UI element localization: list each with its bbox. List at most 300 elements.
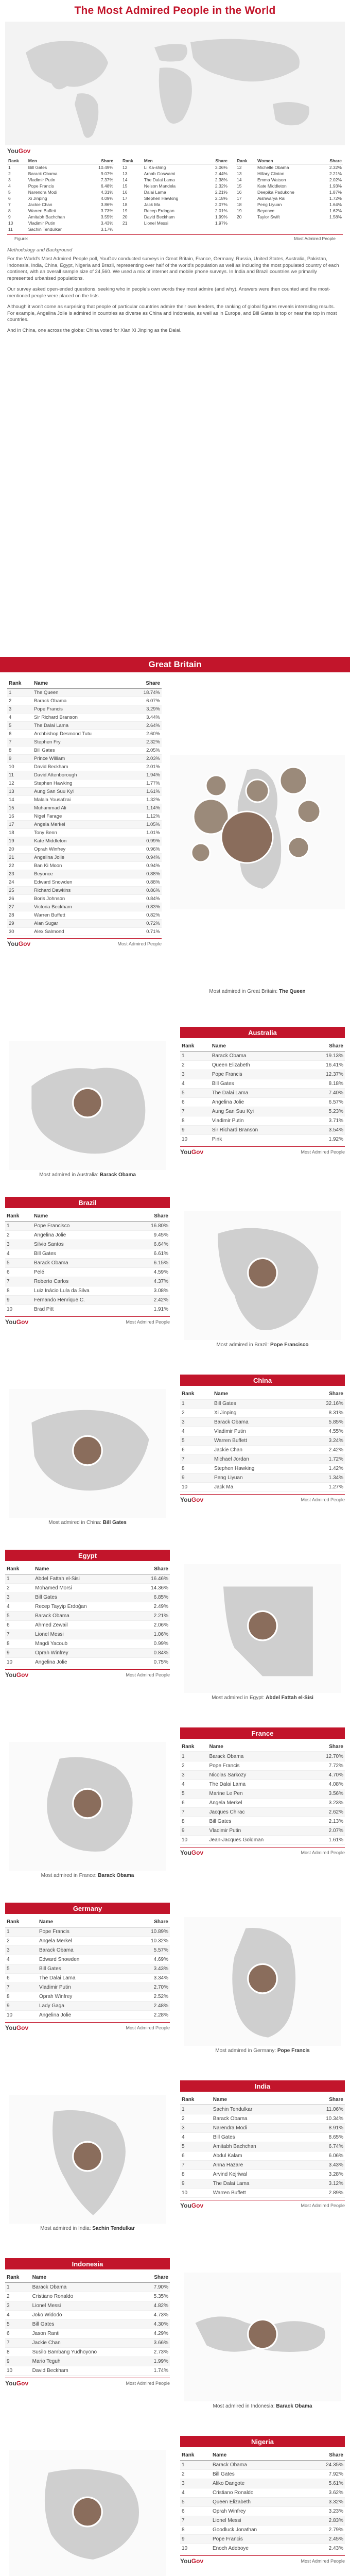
table-cell: The Dalai Lama [144,177,175,182]
column-header: Share [133,1564,170,1574]
table-cell: Pelé [32,1268,134,1277]
methodology-p3: Although it won't come as surprising that people of particular countries admire their own leaders, the ranking of global figures reveals interesting results. For example, Angelina Jolie is admired in countries as diverse as China and Indonesia, as well as in Europe, and Bill Gates is top or near the top in most countries. [7,303,337,323]
table-row [7,171,114,177]
table-cell: 7 [180,1455,213,1464]
table-cell: 3.71% [305,1116,345,1126]
table-cell: Jackie Chan [31,2338,141,2348]
table-cell: Angelina Jolie [33,1658,133,1667]
footer-label: Most Admired People [126,1672,170,1677]
table-cell: 4 [5,1602,33,1612]
table-cell: Warren Buffett [28,208,57,213]
country-section-egypt [0,1546,350,1723]
table-row [180,2189,345,2198]
table-cell: 2.21% [215,190,227,195]
table-cell: 2.07% [309,1826,345,1836]
table-cell: 7 [180,2161,212,2170]
yougov-logo: YouGov [180,1148,204,1156]
table-row [236,177,343,183]
table-cell: 7 [5,1983,38,1992]
table-cell: 18 [237,202,242,207]
table-row [7,747,162,755]
methodology-p4: And in China, one across the globe: China voted for Xian Xi Jinping as the Dalai. [7,328,182,334]
table-cell: 18 [7,829,32,837]
table-cell: 1 [8,165,11,170]
table-cell: 4.09% [100,196,113,201]
table-cell: 1.99% [141,2357,170,2366]
table-cell: Goodluck Jonathan [211,2526,304,2535]
table-row [180,1418,345,1427]
table-cell: 6.48% [100,183,113,189]
table-cell: Vladimir Putin [28,177,56,182]
table-cell: 5 [5,1612,33,1621]
column-header: Rank [236,158,256,164]
table-row [5,1927,170,1937]
table-cell: Stephen Hawking [32,779,130,788]
table-cell: 5 [5,1259,32,1268]
table-cell: Barack Obama [211,2461,304,2470]
table-row [7,214,114,220]
table-cell: Michelle Obama [257,165,289,170]
methodology [0,242,350,344]
table-cell: 1.27% [302,1483,345,1492]
country-map-australia [5,1041,170,1178]
column-header: Name [212,2095,304,2105]
table-cell: 1.12% [130,812,162,821]
table-cell: 19 [7,837,32,845]
map-caption-gb: Most admired in Great Britain: The Queen [209,989,306,994]
table-cell: 2.49% [133,1602,170,1612]
portrait-photo [191,843,210,862]
table-cell: 2 [180,2470,211,2479]
table-row [180,1836,345,1845]
yougov-logo: YouGov [5,1318,29,1326]
table-cell: Pope Francis [208,1761,309,1771]
table-cell: 4.55% [302,1427,345,1436]
table-cell: 3.06% [215,165,227,170]
table-cell: 5 [180,1436,213,1446]
table-row [180,2105,345,2114]
table-cell: David Beckham [144,214,175,219]
table-cell: 10.49% [98,165,113,170]
table-cell: 7 [8,202,11,207]
table-cell: 9 [5,1649,33,1658]
table-cell: Lionel Messi [144,221,168,226]
table-cell: 7 [180,1107,211,1116]
table-cell: 3.43% [127,1964,170,1974]
table-cell: Arnab Goswami [144,171,176,176]
table-cell: 3.24% [302,1436,345,1446]
table-row [7,201,114,208]
column-header: Share [127,1917,170,1927]
table-cell: 4.59% [134,1268,170,1277]
map-caption-france: Most admired in France: Barack Obama [41,1873,134,1878]
table-cell: 4 [7,714,32,722]
table-row [5,1946,170,1955]
ranking-table-nigeria [180,2450,345,2565]
table-cell: 4 [5,1249,32,1259]
world-map [5,22,345,145]
country-title-nigeria: Nigeria [180,2436,345,2447]
column-header: Rank [7,679,32,689]
table-cell: 1 [5,2283,31,2292]
table-row [180,2470,345,2479]
table-footer [5,2022,170,2031]
table-cell: Pope Francis [38,1927,127,1937]
table-row [180,2133,345,2142]
table-cell: Stephen Hawking [144,196,179,201]
table-cell: 5 [180,1789,208,1799]
table-cell: The Dalai Lama [211,1089,305,1098]
table-cell: Recep Tayyip Erdoğan [33,1602,133,1612]
table-cell: 6.64% [134,1240,170,1249]
table-cell: 12.70% [309,1752,345,1761]
column-header: Rank [121,158,143,164]
table-footer [5,2378,170,2387]
table-cell: 1.91% [134,1305,170,1314]
table-row [7,705,162,714]
table-cell: 8 [180,1116,211,1126]
portrait-photo [221,811,273,863]
table-row [5,1286,170,1296]
table-cell: Joko Widodo [31,2311,141,2320]
table-cell: 1.32% [130,796,162,804]
table-cell: 0.84% [130,895,162,903]
table-cell: 6 [5,1621,33,1630]
table-cell: 6 [180,1446,213,1455]
table-cell: 14 [122,177,128,182]
table-cell: 19.13% [305,1052,345,1061]
table-cell: 2.28% [127,2011,170,2020]
table-cell: 7.40% [305,1089,345,1098]
table-row [7,738,162,747]
table-cell: Pope Francis [211,2535,304,2544]
table-cell: Barack Obama [32,1259,134,1268]
table-cell: 0.94% [130,854,162,862]
table-cell: 2.21% [133,1612,170,1621]
map-graphic-gb [170,677,345,987]
table-cell: 17 [237,196,242,201]
table-cell: Fernando Henrique C. [32,1296,134,1305]
table-row [121,171,229,177]
table-cell: 1 [180,2105,212,2114]
table-cell: 6 [180,2151,212,2161]
table-row [180,1107,345,1116]
table-cell: 1.72% [329,196,342,201]
table-cell: Aishwarya Rai [257,196,286,201]
table-cell: 2.18% [215,196,227,201]
table-cell: 2.32% [130,738,162,747]
table-row [7,189,114,195]
table-row [5,2348,170,2357]
table-footer [180,2200,345,2209]
table-row [7,788,162,796]
country-map-france [5,1742,170,1878]
table-cell: Jacques Chirac [208,1808,309,1817]
table-row [121,201,229,208]
table-row [5,1612,170,1621]
table-cell: 3.62% [304,2488,345,2498]
table-row [7,854,162,862]
footer-label: Most Admired People [126,2381,170,2386]
table-cell: Deepika Padukone [257,190,294,195]
table-cell: Bill Gates [28,165,47,170]
table-cell: Sachin Tendulkar [212,2105,304,2114]
table-cell: Barack Obama [213,1418,302,1427]
table-row [5,1584,170,1593]
table-cell: 1 [5,1927,38,1937]
table-cell: 1.42% [302,1464,345,1473]
ranking-table-china [180,1389,345,1503]
table-cell: 3 [5,2301,31,2311]
table-cell: 0.75% [133,1658,170,1667]
portrait-photo [248,1964,277,1993]
table-cell: Victoria Beckham [32,903,130,911]
table-row [180,1789,345,1799]
table-row [7,195,114,201]
column-header: Rank [7,158,27,164]
table-row [236,183,343,189]
table-footer [5,1316,170,1326]
table-cell: Edward Snowden [38,1955,127,1964]
table-cell: 12 [122,165,128,170]
table-row [5,2357,170,2366]
ranking-table-australia [180,1041,345,1156]
table-row [180,2179,345,2189]
table-cell: 21 [122,221,128,226]
table-cell: 3.28% [304,2170,345,2179]
table-cell: 3.43% [304,2161,345,2170]
table-row [7,804,162,812]
ranking-table-germany [5,1917,170,2031]
table-cell: 8.18% [305,1079,345,1089]
table-cell: 11.06% [304,2105,345,2114]
brand-row [0,145,350,155]
table-cell: 1.01% [130,829,162,837]
table-cell: 2.38% [215,177,227,182]
table-cell: Bill Gates [33,1593,133,1602]
table-row [5,1630,170,1639]
country-section-brazil [0,1193,350,1370]
ranking-table-egypt [5,1564,170,1679]
portrait-photo [73,2497,102,2527]
table-cell: 1.05% [130,821,162,829]
table-cell: 16.41% [305,1061,345,1070]
table-row [7,878,162,887]
table-footer [5,1669,170,1679]
table-row [180,1061,345,1070]
table-cell: Angela Merkel [32,821,130,829]
methodology-p1: For the World's Most Admired People poll, YouGov conducted surveys in Great Britain, France, Germany, Russia, United States, Australia, Pakistan, Indonesia, India, China, Egypt, Nigeria and Brazil, representing over half of the world's population as well as including the most populated country of each continent, with an overall sample size of 24,560. We used a mix of internet and mobile phone surveys. In India and Brazil countries we primarily represented urbanised populations. [7,256,339,282]
table-row [7,812,162,821]
table-cell: 19 [122,208,128,213]
table-cell: 2 [180,1761,208,1771]
column-header: Share [88,158,114,164]
table-cell: 2 [8,171,11,176]
table-cell: 3 [180,1418,213,1427]
table-cell: 27 [7,903,32,911]
table-row [7,220,114,226]
ranking-table-india [180,2095,345,2209]
table-cell: 2.73% [141,2348,170,2357]
table-row [7,208,114,214]
column-header: Share [305,1041,345,1052]
table-cell: 9 [180,1126,211,1135]
table-cell: Nelson Mandela [144,183,176,189]
table-cell: Barack Obama [208,1752,309,1761]
table-cell: 8 [180,2170,212,2179]
table-cell: 4 [8,183,11,189]
table-cell: The Queen [32,689,130,697]
table-cell: 0.72% [130,920,162,928]
footer-label: Most Admired People [301,1850,345,1855]
table-cell: 2.70% [127,1983,170,1992]
table-cell: 6 [8,196,11,201]
table-cell: Angelina Jolie [38,2011,127,2020]
table-cell: 1.92% [305,1135,345,1144]
table-cell: 8.31% [302,1409,345,1418]
footer-label: Most Admired People [301,1149,345,1155]
table-cell: Jean-Jacques Goldman [208,1836,309,1845]
table-cell: 4.30% [141,2320,170,2329]
column-header: Men [27,158,88,164]
table-cell: 2.42% [302,1446,345,1455]
table-cell: 6.74% [304,2142,345,2151]
table-cell: 1.64% [329,202,342,207]
column-header: Name [211,2450,304,2461]
table-cell: 20 [122,214,128,219]
world-subhead-left: Figure: [14,236,28,241]
table-cell: 3.44% [130,714,162,722]
table-cell: Anna Hazare [212,2161,304,2170]
table-cell: 2.83% [304,2516,345,2526]
table-cell: 8 [5,1286,32,1296]
table-cell: 2.64% [130,722,162,730]
table-cell: Abdel Fattah el-Sisi [33,1574,133,1584]
table-cell: 6.06% [304,2151,345,2161]
table-cell: 2 [5,2292,31,2301]
table-row [7,920,162,928]
map-graphic-brazil [180,1211,345,1340]
table-cell: 1 [180,1052,211,1061]
table-cell: Malala Yousafzai [32,796,130,804]
table-row [5,1277,170,1286]
table-row [5,2366,170,2376]
table-cell: 5.23% [305,1107,345,1116]
table-cell: 0.71% [130,928,162,936]
table-row [121,195,229,201]
column-header: Name [211,1041,305,1052]
table-row [121,164,229,171]
column-header: Rank [5,1211,32,1222]
ranking-table-indonesia [5,2273,170,2387]
table-row [5,2320,170,2329]
table-cell: 3 [8,177,11,182]
portrait-photo [73,2142,102,2171]
table-row [7,837,162,845]
table-cell: 2.52% [127,1992,170,2002]
table-cell: Xi Jinping [213,1409,302,1418]
table-cell: 4 [180,2488,211,2498]
table-row [180,2479,345,2488]
table-cell: 9 [8,214,11,219]
table-cell: Oprah Winfrey [211,2507,304,2516]
table-cell: 7 [5,1277,32,1286]
table-footer [180,1494,345,1503]
table-cell: 4 [180,1079,211,1089]
table-cell: 3 [180,2479,211,2488]
table-row [180,1771,345,1780]
table-cell: 1 [180,2461,211,2470]
table-cell: 10.89% [127,1927,170,1937]
table-row [180,1409,345,1418]
table-cell: Lady Gaga [38,2002,127,2011]
column-header: Name [213,1389,302,1399]
table-cell: 24 [7,878,32,887]
table-row [7,796,162,804]
yougov-logo: YouGov [7,940,31,947]
country-section-france [0,1723,350,1899]
table-cell: 11 [8,227,13,232]
table-row [7,895,162,903]
table-cell: Angela Merkel [208,1799,309,1808]
table-cell: 0.99% [130,837,162,845]
table-cell: 32.16% [302,1399,345,1409]
table-cell: 2.42% [134,1296,170,1305]
yougov-logo: YouGov [180,2202,204,2209]
table-cell: Vladimir Putin [208,1826,309,1836]
table-cell: Vladimir Putin [28,221,56,226]
table-cell: Oprah Winfrey [32,845,130,854]
column-header: Rank [5,1917,38,1927]
table-cell: Vladimir Putin [38,1983,127,1992]
table-cell: Cristiano Ronaldo [211,2488,304,2498]
table-cell: 10.32% [127,1937,170,1946]
table-cell: 2.32% [215,183,227,189]
table-row [180,1116,345,1126]
table-cell: Barack Obama [33,1612,133,1621]
country-title-germany: Germany [5,1903,170,1914]
table-cell: 2.03% [130,755,162,763]
map-graphic-china [5,1389,170,1518]
table-cell: 10.34% [304,2114,345,2124]
table-row [180,1455,345,1464]
country-section-germany [0,1899,350,2076]
table-row [5,1268,170,1277]
table-cell: 16 [7,812,32,821]
table-row [5,1231,170,1240]
table-cell: Alan Sugar [32,920,130,928]
country-map-egypt [180,1564,345,1701]
table-cell: Queen Elizabeth [211,1061,305,1070]
table-cell: 16 [122,190,128,195]
table-cell: 19 [237,208,242,213]
table-cell: 0.82% [130,911,162,920]
table-cell: Angela Merkel [38,1937,127,1946]
table-cell: 23 [7,870,32,878]
table-row [5,1639,170,1649]
table-row [180,1483,345,1492]
table-cell: Sir Richard Branson [32,714,130,722]
table-row [5,1974,170,1983]
table-cell: Barack Obama [211,1052,305,1061]
table-cell: Beyonce [32,870,130,878]
table-row [121,189,229,195]
table-cell: 2 [5,1231,32,1240]
portrait-photo [297,800,320,823]
table-row [180,1399,345,1409]
table-row [121,208,229,214]
table-cell: 9 [180,2179,212,2189]
